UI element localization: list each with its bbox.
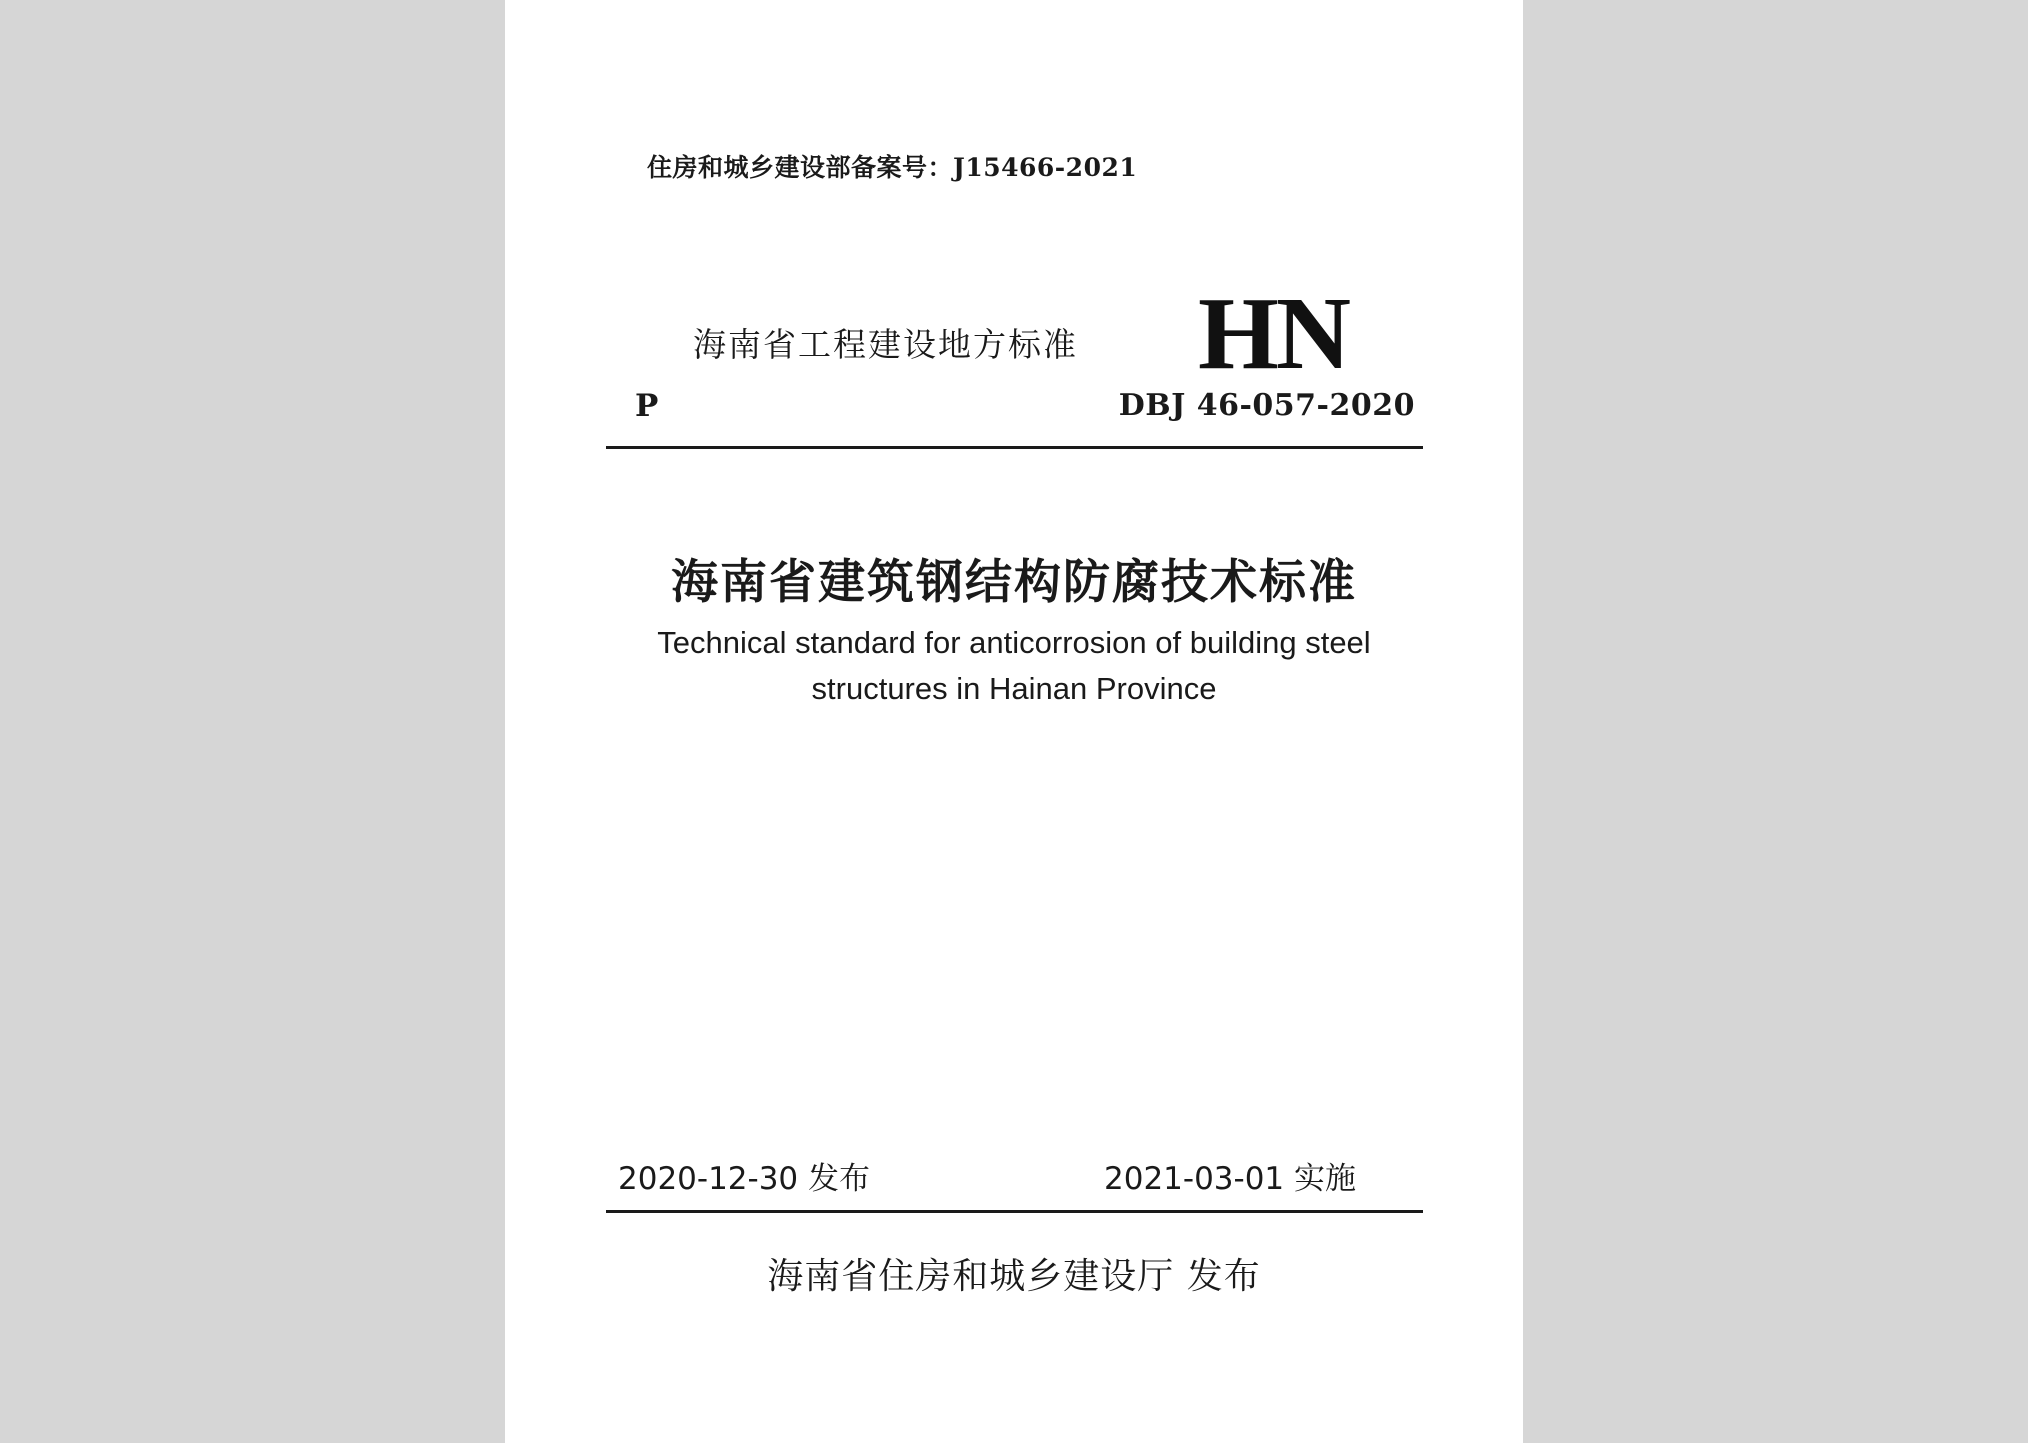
title-english-line-2: structures in Hainan Province [811,671,1217,706]
effective-date: 2021-03-01 实施 [1104,1161,1357,1197]
footer-divider [606,1210,1423,1213]
hn-logo: HN [1198,276,1348,391]
title-chinese: 海南省建筑钢结构防腐技术标准 [671,555,1357,610]
title-english-line-1: Technical standard for anticorrosion of building steel [657,625,1371,660]
document-cover-page [505,0,1523,1443]
category-code: P [635,388,659,424]
issue-date: 2020-12-30 发布 [618,1161,871,1197]
header-divider [606,446,1423,449]
title-english [505,620,1523,712]
filing-number: 住房和城乡建设部备案号：J15466-2021 [647,153,1138,182]
standard-number: DBJ 46-057-2020 [1118,388,1415,423]
publisher: 海南省住房和城乡建设厅 发布 [767,1256,1261,1297]
standard-series-name: 海南省工程建设地方标准 [693,325,1078,364]
